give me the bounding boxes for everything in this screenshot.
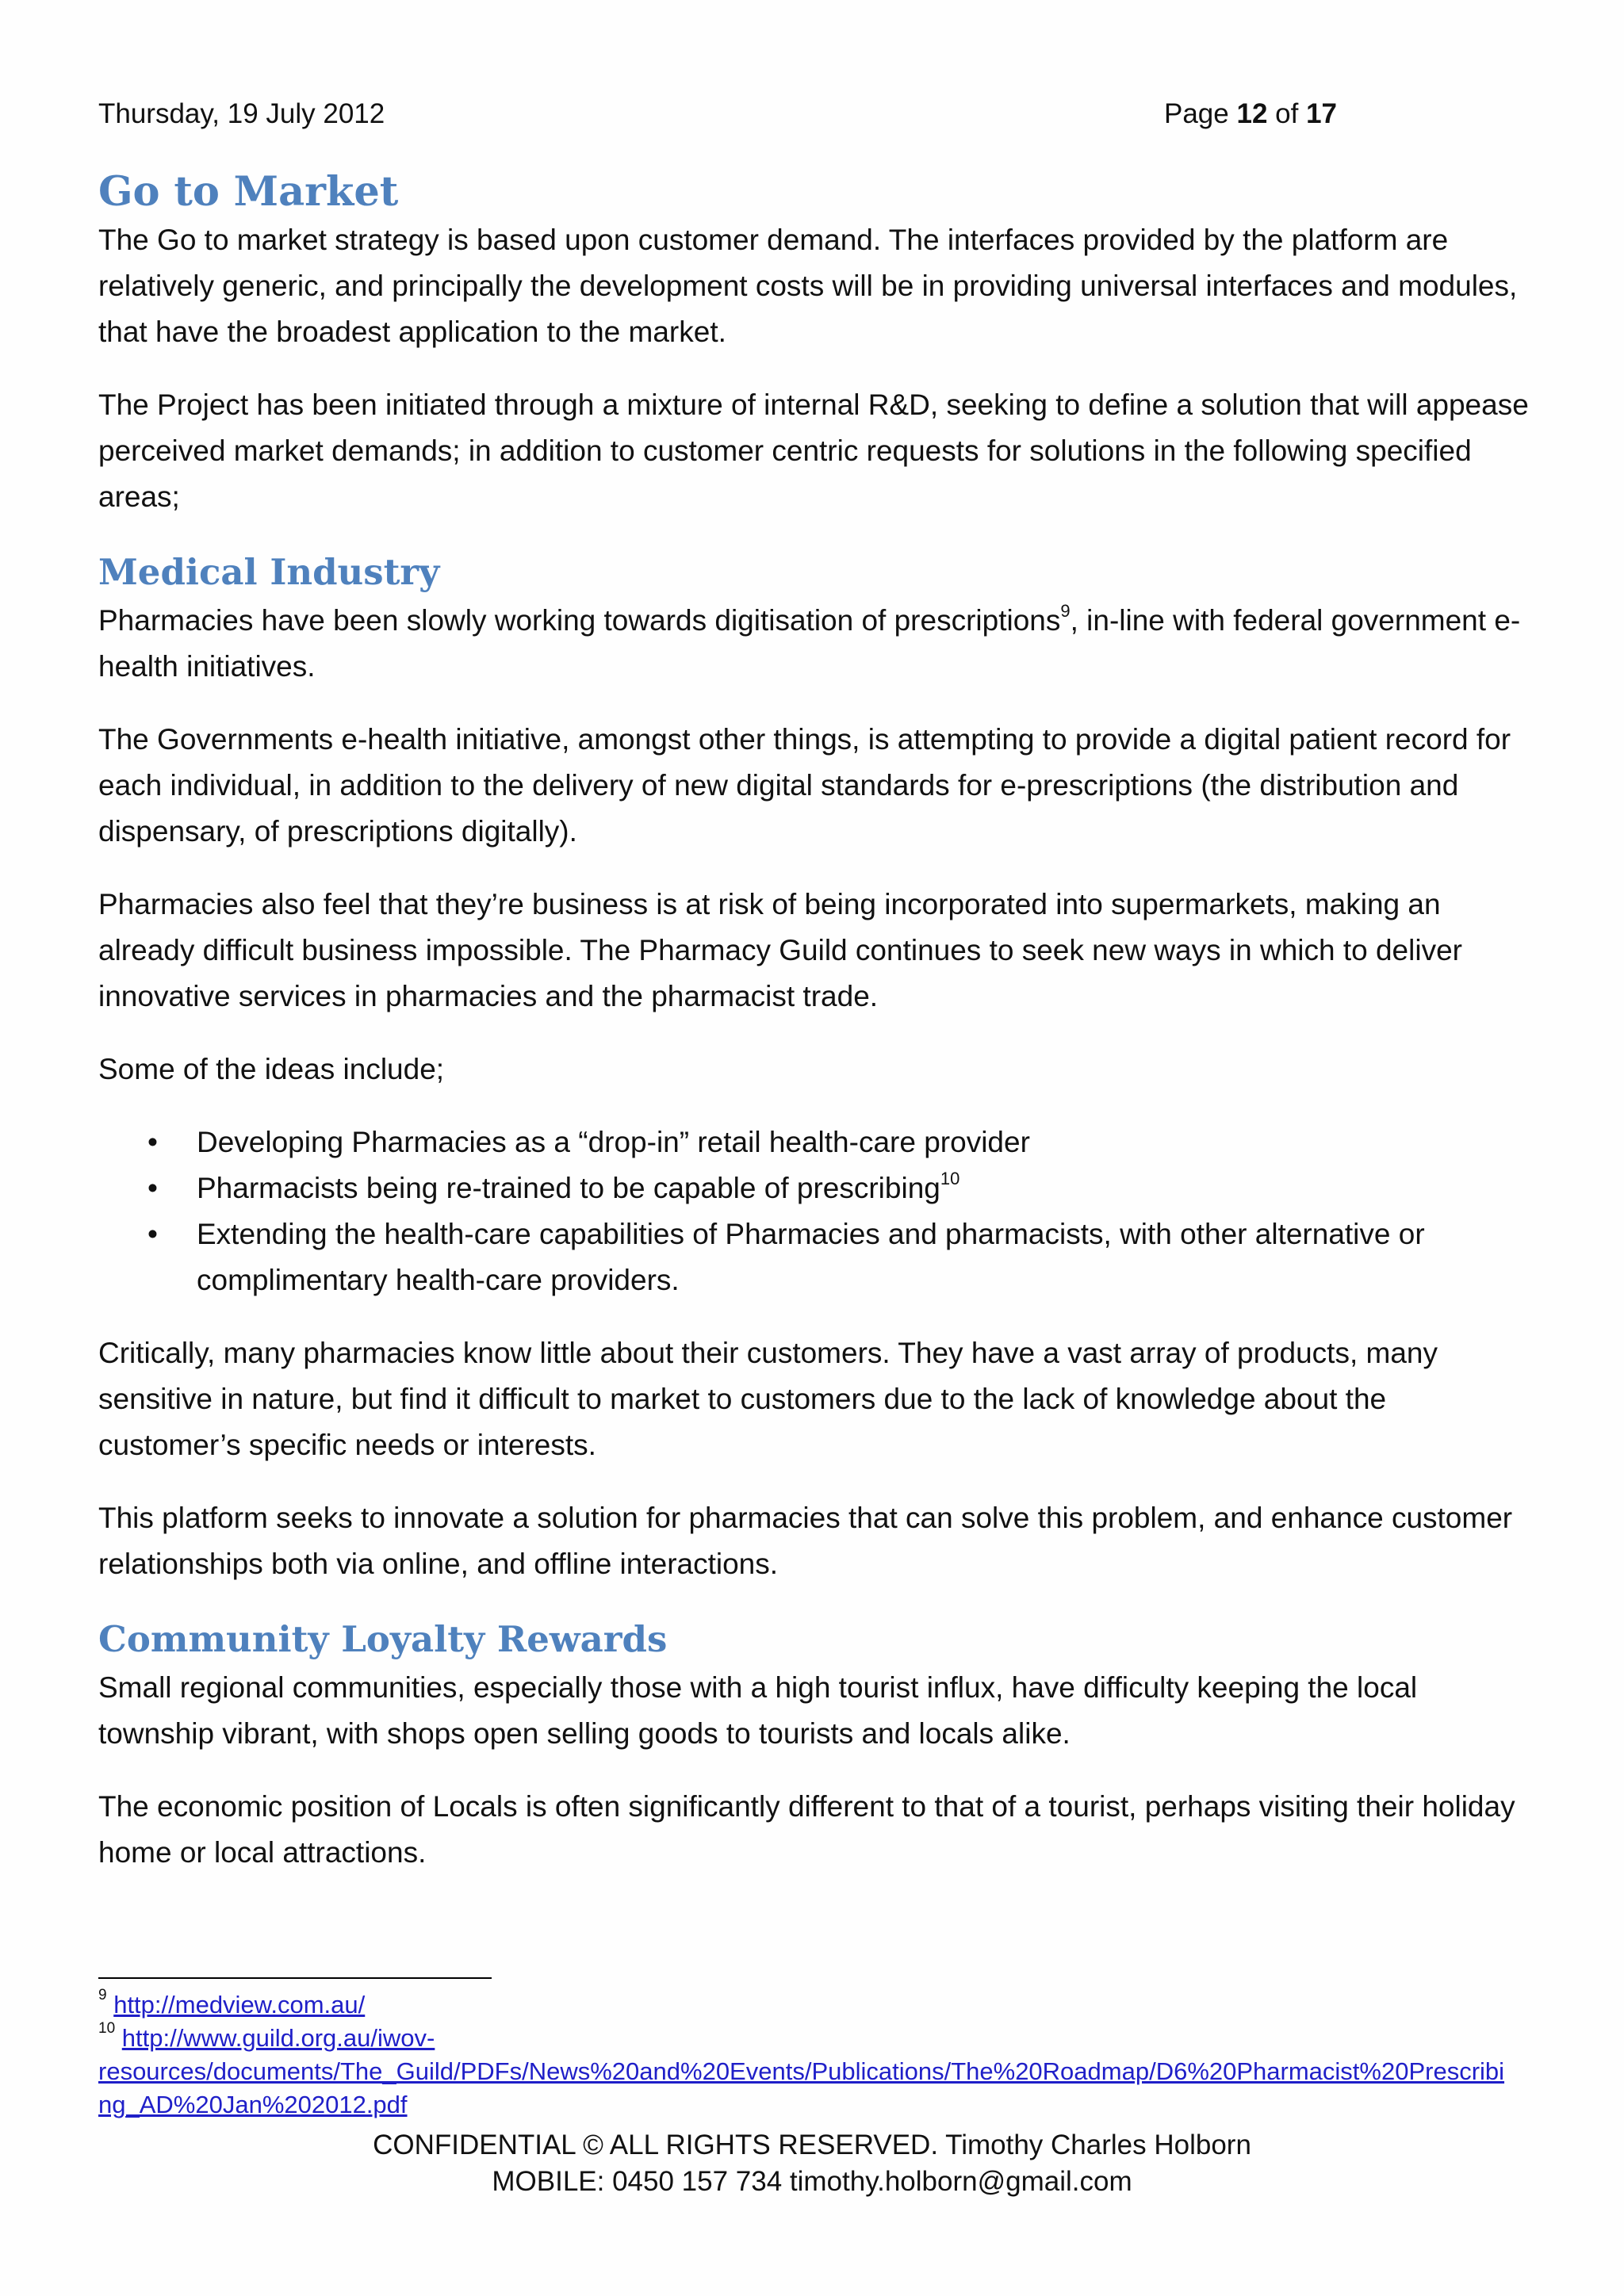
paragraph [98, 598, 1534, 690]
bullet-icon: • [147, 1172, 158, 1204]
list-item-text: Extending the health-care capabilities of Pharmacies and pharmacists, with other alternative or complimentary health-care providers. [197, 1218, 1425, 1296]
page-total: 17 [1306, 98, 1338, 129]
paragraph: Small regional communities, especially those with a high tourist influx, have difficulty keeping the local township vibrant, with shops open selling goods to tourists and locals alike. [98, 1671, 1418, 1750]
paragraph: The Go to market strategy is based upon customer demand. The interfaces provided by the platform are relatively generic, and principally the development costs will be in providing universal interfaces and modules, that have the broadest application to the market. [98, 224, 1518, 348]
page-prefix: Page [1164, 98, 1229, 129]
header-page-number [1164, 98, 1337, 130]
footnote-9 [98, 1988, 1526, 2022]
paragraph: This platform seeks to innovate a solution for pharmacies that can solve this problem, and enhance customer relationships both via online, and offline interactions. [98, 1502, 1513, 1580]
paragraph-text: Pharmacies have been slowly working towards digitisation of prescriptions [98, 604, 1061, 637]
heading-go-to-market: Go to Market [98, 168, 399, 216]
footnote-link[interactable]: ng_AD%20Jan%202012.pdf [98, 2091, 408, 2118]
footnote-ref-10[interactable]: 10 [940, 1168, 960, 1188]
bullet-icon: • [147, 1126, 158, 1158]
document-body [98, 166, 1534, 1903]
paragraph: Some of the ideas include; [98, 1053, 445, 1085]
list-item-text: Developing Pharmacies as a “drop-in” retail health-care provider [197, 1126, 1030, 1158]
footnote-link[interactable]: http://www.guild.org.au/iwov- [121, 2024, 435, 2052]
list-item-text: Pharmacists being re-trained to be capable of prescribing [197, 1172, 940, 1204]
footnote-link[interactable]: resources/documents/The_Guild/PDFs/News%20and%20Events/Publications/The%20Roadmap/D6%20Pharmacist%20Prescribi [98, 2057, 1505, 2085]
footnote-ref-9[interactable]: 9 [1060, 600, 1071, 621]
list-item [98, 1119, 1534, 1165]
list-item [98, 1165, 1534, 1211]
paragraph: The Project has been initiated through a mixture of internal R&D, seeking to define a solution that will appease perceived market demands; in addition to customer centric requests for solutions in the following specified areas; [98, 388, 1529, 513]
paragraph-text: , in-line with federal government e-health initiatives. [98, 604, 1521, 683]
footnote-10 [98, 2019, 1526, 2122]
heading-community-loyalty-rewards: Community Loyalty Rewards [98, 1618, 668, 1660]
paragraph: Pharmacies also feel that they’re business is at risk of being incorporated into supermarkets, making an already difficult business impossible. The Pharmacy Guild continues to seek new ways in which to deliver innovative services in pharmacies and the pharmacist trade. [98, 888, 1462, 1012]
list-item [98, 1211, 1534, 1303]
page-of: of [1275, 98, 1299, 129]
page-current: 12 [1236, 98, 1268, 129]
paragraph: The economic position of Locals is often significantly different to that of a tourist, perhaps visiting their holiday home or local attractions. [98, 1790, 1515, 1869]
paragraph: Critically, many pharmacies know little about their customers. They have a vast array of products, many sensitive in nature, but find it difficult to market to customers due to the lack of knowledge about the customer’s specific needs or interests. [98, 1337, 1438, 1461]
paragraph: The Governments e-health initiative, amongst other things, is attempting to provide a digital patient record for each individual, in addition to the delivery of new digital standards for e-prescriptions (the distribution and dispensary, of prescriptions digitally). [98, 723, 1511, 848]
footnote-separator [98, 1977, 492, 1979]
bullet-icon: • [147, 1218, 158, 1250]
footnote-number: 9 [98, 1986, 107, 2003]
footnote-number: 10 [98, 2019, 116, 2037]
footer-contact: MOBILE: 0450 157 734 timothy.holborn@gmail.com [492, 2166, 1132, 2197]
heading-medical-industry: Medical Industry [98, 551, 440, 593]
footnote-link[interactable]: http://medview.com.au/ [113, 1991, 366, 2019]
footer-confidential: CONFIDENTIAL © ALL RIGHTS RESERVED. Timothy Charles Holborn [373, 2130, 1251, 2160]
ideas-list [98, 1119, 1534, 1303]
header-date: Thursday, 19 July 2012 [98, 98, 385, 129]
